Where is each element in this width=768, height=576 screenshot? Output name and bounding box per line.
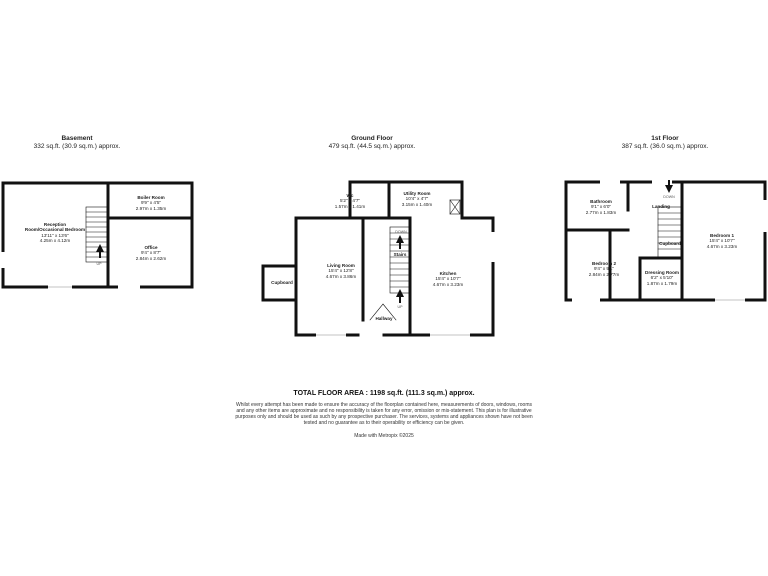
disclaimer-text: Whilst every attempt has been made to ensure the accuracy of the floorplan contained here, measurements of doors, windows, rooms and any other items are approximate and no responsibility is taken for any error, omission or mis-statement. This plan is for illustrative purposes only and should be used as such by any prospective purchaser. The services, systems and appliances shown have not been tested and no guarantee as to their operability or efficiency can be given. [235,402,533,426]
room-wc [325,193,375,209]
label-up-basement: UP [96,262,102,266]
room-name: Office [144,245,158,250]
label-up-ground: UP [397,305,403,309]
label-cupboard-first: Cupboard [659,241,681,246]
room-name: Boiler Room [137,195,165,200]
label-hallway: Hallway [375,316,393,321]
room-dressing [632,270,692,286]
room-name: Dressing Room [645,270,679,275]
room-name: Bedroom 2 [592,261,616,266]
room-living [296,263,386,279]
label-down-first: DOWN [663,195,675,199]
room-boiler [106,195,196,211]
ground-floor-area: 479 sq.ft. (44.5 sq.m.) approx. [328,143,416,150]
room-name: Utility Room [403,191,431,196]
room-kitchen [408,271,488,287]
room-name: Wc [346,193,354,198]
room-dims: 13'11" x 13'6" 4.25m x 4.12m [39,232,71,244]
room-dims: 9'4" x 8'7" 2.84m x 2.62m [135,250,167,261]
room-dims: 5'2" x 4'7" 1.57m x 1.41m [334,198,366,209]
label-stairs: Stairs [393,252,407,257]
basement-title [0,135,157,151]
ground-floor-name: Ground Floor [351,135,393,142]
room-bathroom [566,199,636,215]
first-floor-stairs [658,207,682,257]
label-landing: Landing [652,204,670,209]
room-name: Living Room [327,263,355,268]
first-floor-title [585,135,745,151]
total-floor-area: TOTAL FLOOR AREA : 1198 sq.ft. (111.3 sq.m.) approx. [293,390,475,397]
first-floor-name: 1st Floor [651,135,679,142]
label-down-ground: DOWN [395,230,407,234]
room-dims: 9'4" x 9'1" 2.84m x 2.77m [588,266,620,277]
room-reception [10,222,100,244]
room-dims: 6'2" x 5'10" 1.87m x 1.79m [646,275,678,286]
first-floor-area: 387 sq.ft. (36.0 sq.m.) approx. [621,143,709,150]
room-bedroom2 [566,261,642,277]
room-bedroom1 [682,233,762,249]
room-dims: 10'4" x 4'7" 3.15m x 1.40m [401,196,433,207]
room-name: Bedroom 1 [710,233,734,238]
room-dims: 15'4" x 10'7" 4.67m x 3.23m [432,276,464,287]
room-dims: 15'4" x 10'7" 4.67m x 3.23m [706,238,738,249]
ground-floor-title [292,135,452,151]
room-name: Reception Room/Occasional Bedroom [24,222,86,233]
room-dims: 9'9" x 4'5" 2.97m x 1.35m [135,200,167,211]
room-dims: 9'1" x 6'0" 2.77m x 1.83m [585,204,617,215]
room-utility [387,191,447,207]
made-with-credit: Made with Metropix ©2025 [354,433,414,439]
room-name: Bathroom [590,199,612,204]
basement-name: Basement [61,135,93,142]
basement-area: 332 sq.ft. (30.9 sq.m.) approx. [33,143,121,150]
ground-floor-walls [263,182,493,335]
room-office [106,245,196,261]
label-cupboard-ground: Cupboard [271,280,293,285]
room-dims: 15'4" x 12'8" 4.67m x 3.86m [325,268,357,279]
room-name: Kitchen [439,271,457,276]
